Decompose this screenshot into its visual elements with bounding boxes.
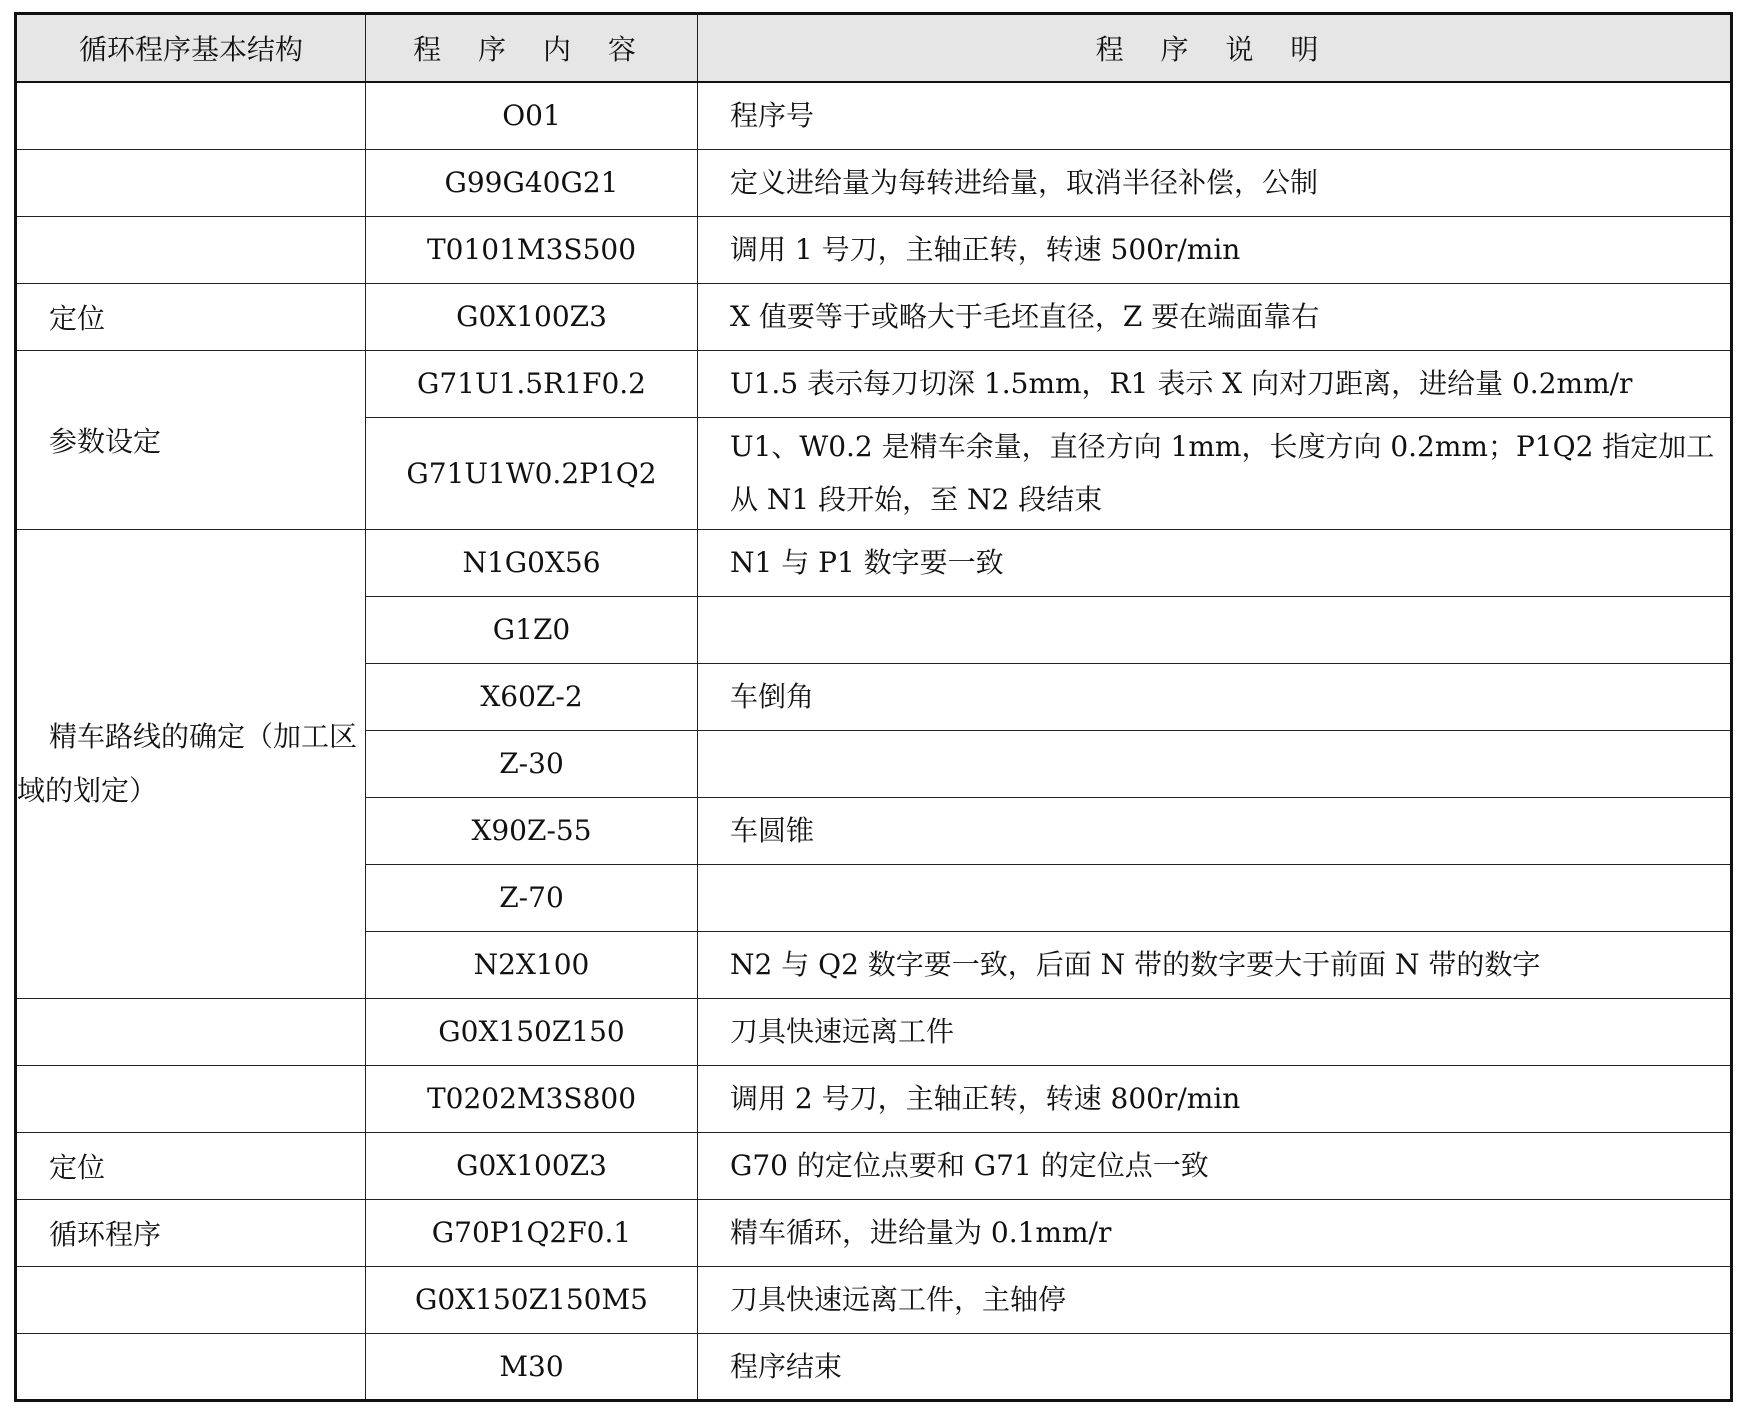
program-cell: T0101M3S500 <box>366 216 698 283</box>
description-cell: 精车循环，进给量为 0.1mm/r <box>698 1199 1732 1266</box>
description-cell: G70 的定位点要和 G71 的定位点一致 <box>698 1132 1732 1199</box>
table-row <box>16 1065 1732 1132</box>
description-cell: N2 与 Q2 数字要一致，后面 N 带的数字要大于前面 N 带的数字 <box>698 931 1732 998</box>
program-cell: G0X150Z150 <box>366 998 698 1065</box>
program-cell: N1G0X56 <box>366 529 698 596</box>
program-cell: X60Z-2 <box>366 663 698 730</box>
table-header <box>16 14 1732 83</box>
program-cell: G99G40G21 <box>366 149 698 216</box>
description-cell: 程序结束 <box>698 1333 1732 1400</box>
program-cell: Z-70 <box>366 864 698 931</box>
table-row <box>16 998 1732 1065</box>
header-program: 程 序 内 容 <box>366 14 698 83</box>
table-row <box>16 283 1732 350</box>
description-cell: 刀具快速远离工件 <box>698 998 1732 1065</box>
description-cell: 车圆锥 <box>698 797 1732 864</box>
program-cell: M30 <box>366 1333 698 1400</box>
description-cell: N1 与 P1 数字要一致 <box>698 529 1732 596</box>
description-cell <box>698 864 1732 931</box>
description-cell: 程序号 <box>698 82 1732 149</box>
program-cell: N2X100 <box>366 931 698 998</box>
header-structure: 循环程序基本结构 <box>16 14 366 83</box>
structure-cell <box>16 1065 366 1132</box>
description-cell: 调用 2 号刀，主轴正转，转速 800r/min <box>698 1065 1732 1132</box>
structure-cell <box>16 216 366 283</box>
description-cell: 车倒角 <box>698 663 1732 730</box>
program-cell: G0X150Z150M5 <box>366 1266 698 1333</box>
table-body <box>16 82 1732 1400</box>
description-cell: 调用 1 号刀，主轴正转，转速 500r/min <box>698 216 1732 283</box>
structure-cell <box>16 149 366 216</box>
structure-cell: 参数设定 <box>16 350 366 529</box>
table-row <box>16 216 1732 283</box>
table-row <box>16 529 1732 596</box>
description-cell <box>698 596 1732 663</box>
description-cell <box>698 730 1732 797</box>
description-cell: X 值要等于或略大于毛坯直径，Z 要在端面靠右 <box>698 283 1732 350</box>
structure-cell: 定位 <box>16 283 366 350</box>
table-row <box>16 1132 1732 1199</box>
description-cell: U1.5 表示每刀切深 1.5mm，R1 表示 X 向对刀距离，进给量 0.2mm/r <box>698 350 1732 417</box>
description-cell: U1、W0.2 是精车余量，直径方向 1mm，长度方向 0.2mm；P1Q2 指定加工从 N1 段开始，至 N2 段结束 <box>698 417 1732 529</box>
table-row <box>16 1333 1732 1400</box>
program-cell: Z-30 <box>366 730 698 797</box>
table-row <box>16 1266 1732 1333</box>
header-row <box>16 14 1732 83</box>
description-cell: 定义进给量为每转进给量，取消半径补偿，公制 <box>698 149 1732 216</box>
structure-cell <box>16 1333 366 1400</box>
table-row <box>16 350 1732 417</box>
program-cell: G1Z0 <box>366 596 698 663</box>
program-cell: X90Z-55 <box>366 797 698 864</box>
description-cell: 刀具快速远离工件，主轴停 <box>698 1266 1732 1333</box>
structure-cell <box>16 82 366 149</box>
program-cell: O01 <box>366 82 698 149</box>
structure-cell <box>16 998 366 1065</box>
program-cell: T0202M3S800 <box>366 1065 698 1132</box>
table-row <box>16 82 1732 149</box>
structure-cell <box>16 1266 366 1333</box>
program-table <box>14 12 1733 1402</box>
program-cell: G0X100Z3 <box>366 283 698 350</box>
program-cell: G71U1.5R1F0.2 <box>366 350 698 417</box>
table-row <box>16 1199 1732 1266</box>
structure-cell: 循环程序 <box>16 1199 366 1266</box>
structure-cell: 定位 <box>16 1132 366 1199</box>
program-cell: G0X100Z3 <box>366 1132 698 1199</box>
table-row <box>16 149 1732 216</box>
program-cell: G70P1Q2F0.1 <box>366 1199 698 1266</box>
program-cell: G71U1W0.2P1Q2 <box>366 417 698 529</box>
structure-cell: 精车路线的确定（加工区域的划定） <box>16 529 366 998</box>
header-description: 程 序 说 明 <box>698 14 1732 83</box>
